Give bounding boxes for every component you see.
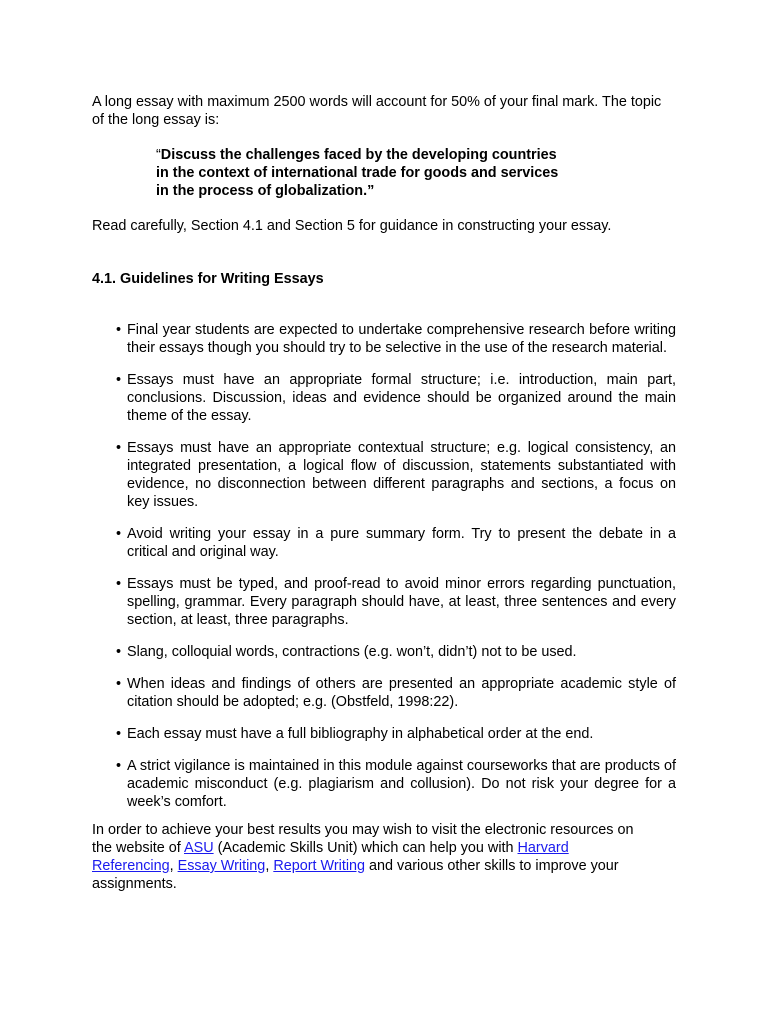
bullet-icon: • [116, 726, 122, 742]
list-item [92, 525, 676, 561]
list-item-text: Each essay must have a full bibliography in alphabetical order at the end. [127, 726, 594, 742]
resources-paragraph [92, 821, 637, 893]
list-item-text: Essays must have an appropriate formal structure; i.e. introduction, main part, conclusions. Discussion, ideas and evidence should be organized around the main theme of the essay. [127, 372, 676, 424]
resources-text-part2: (Academic Skills Unit) which can help you with [213, 840, 518, 856]
list-item-text: When ideas and findings of others are presented an appropriate academic style of citation should be adopted; e.g. (Obstfeld, 1998:22). [127, 676, 676, 710]
link-separator: , [169, 858, 178, 874]
open-quote-mark: “ [156, 147, 161, 163]
intro-paragraph: A long essay with maximum 2500 words will account for 50% of your final mark. The topic of the long essay is: [92, 94, 662, 128]
list-item [92, 643, 676, 661]
essay-topic-text: Discuss the challenges faced by the developing countries in the context of international trade for goods and services in the process of globalization.” [156, 147, 559, 199]
document-page [92, 93, 676, 893]
read-carefully-paragraph: Read carefully, Section 4.1 and Section 5 for guidance in constructing your essay. [92, 218, 612, 234]
list-item-text: Final year students are expected to undertake comprehensive research before writing their essays though you should try to be selective in the use of the research material. [127, 322, 676, 356]
list-item [92, 321, 676, 357]
bullet-icon: • [116, 758, 122, 774]
list-item [92, 575, 676, 629]
bullet-icon: • [116, 676, 122, 692]
resources-text-part1: In order to achieve your best results you may wish to visit the electronic resources on the website of [92, 822, 634, 856]
bullet-icon: • [116, 322, 122, 338]
bullet-icon: • [116, 440, 122, 456]
harvard-referencing-link[interactable]: Harvard Referencing [92, 840, 569, 874]
list-item-text: A strict vigilance is maintained in this module against courseworks that are products of academic misconduct (e.g. plagiarism and collusion). Do not risk your degree for a week’s comfort. [127, 758, 676, 810]
list-item [92, 371, 676, 425]
list-item-text: Essays must be typed, and proof-read to avoid minor errors regarding punctuation, spelling, grammar. Every paragraph should have, at least, three sentences and every section, at least, three paragraphs. [127, 576, 676, 628]
bullet-icon: • [116, 526, 122, 542]
list-item [92, 757, 676, 811]
list-item [92, 725, 676, 743]
bullet-icon: • [116, 644, 122, 660]
guidelines-list [92, 321, 676, 811]
section-heading: 4.1. Guidelines for Writing Essays [92, 271, 324, 287]
list-item-text: Avoid writing your essay in a pure summary form. Try to present the debate in a critical and original way. [127, 526, 676, 560]
bullet-icon: • [116, 576, 122, 592]
list-item-text: Slang, colloquial words, contractions (e.g. won’t, didn’t) not to be used. [127, 644, 577, 660]
essay-topic-quote [156, 146, 676, 200]
list-item [92, 675, 676, 711]
asu-link[interactable]: ASU [184, 840, 214, 856]
essay-writing-link[interactable]: Essay Writing [177, 858, 266, 874]
list-item-text: Essays must have an appropriate contextual structure; e.g. logical consistency, an integrated presentation, a logical flow of discussion, statements substantiated with evidence, no disconnection between different paragraphs and sections, a focus on key issues. [127, 440, 676, 510]
bullet-icon: • [116, 372, 122, 388]
list-item [92, 439, 676, 511]
link-separator: , [265, 858, 274, 874]
report-writing-link[interactable]: Report Writing [273, 858, 366, 874]
resources-text-part3: and various other skills to improve your assignments. [92, 858, 619, 892]
